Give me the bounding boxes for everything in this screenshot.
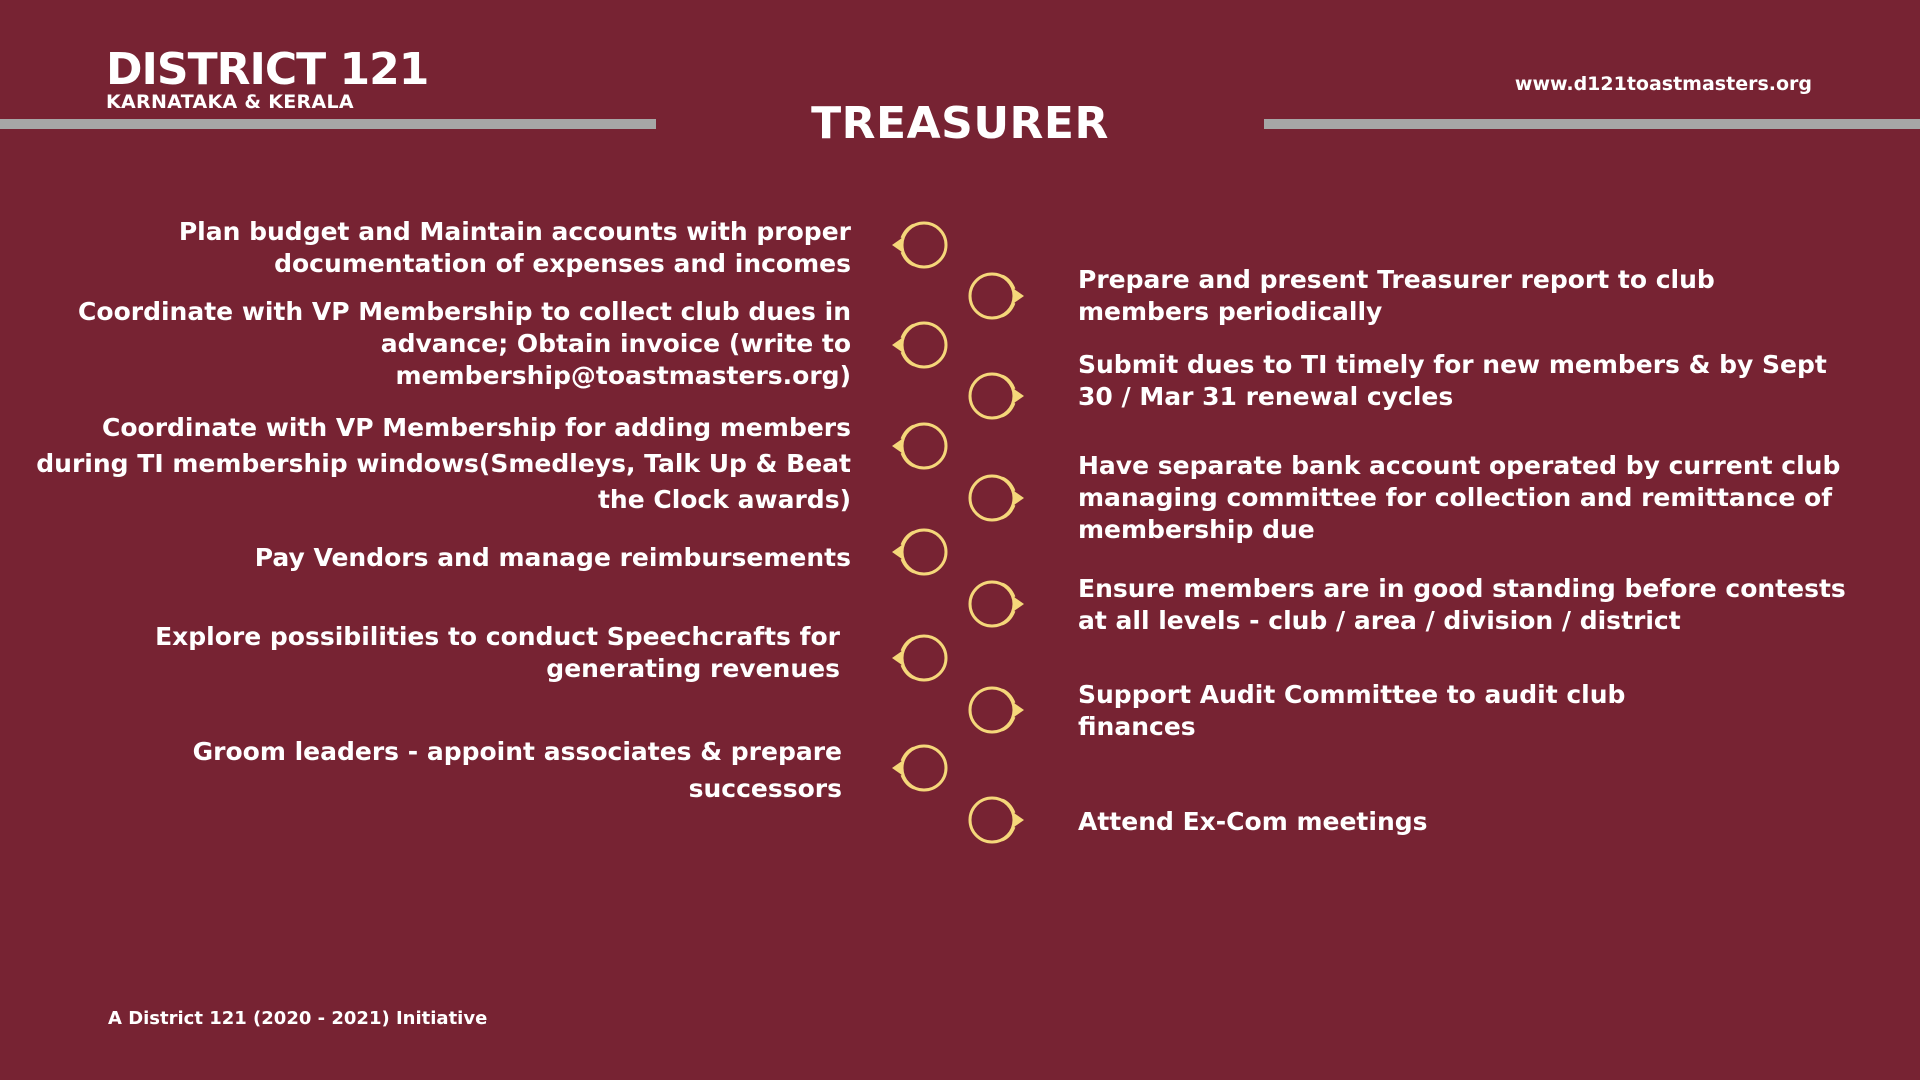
- website-url: www.d121toastmasters.org: [1514, 73, 1812, 95]
- page-title: TREASURER: [811, 98, 1109, 149]
- pin-left-icon: [888, 318, 948, 374]
- pin-left-icon: [888, 218, 948, 274]
- left-item-5: Explore possibilities to conduct Speechcrafts for generating revenues: [155, 622, 840, 683]
- pin-right-icon: [968, 683, 1028, 739]
- right-item-2: Submit dues to TI timely for new members & by Sept 30 / Mar 31 renewal cycles: [1078, 350, 1827, 411]
- pin-left-icon: [888, 525, 948, 581]
- district-logo: [106, 44, 429, 113]
- right-item-5: Support Audit Committee to audit club finances: [1078, 680, 1626, 741]
- right-item-6: Attend Ex-Com meetings: [1078, 807, 1428, 836]
- pin-left-icon: [888, 631, 948, 687]
- left-item-4: Pay Vendors and manage reimbursements: [254, 543, 851, 572]
- pin-right-icon: [968, 369, 1028, 425]
- pin-right-icon: [968, 269, 1028, 325]
- pin-right-icon: [968, 471, 1028, 527]
- pin-left-icon: [888, 419, 948, 475]
- right-item-4: Ensure members are in good standing before contests at all levels - club / area / division / district: [1078, 574, 1846, 635]
- logo-subtitle: KARNATAKA & KERALA: [106, 91, 354, 113]
- left-item-3: Coordinate with VP Membership for adding members during TI membership windows(Smedleys, Talk Up & Beat the Clock awards): [36, 413, 851, 514]
- left-item-6: Groom leaders - appoint associates & prepare successors: [192, 737, 842, 803]
- left-item-2: Coordinate with VP Membership to collect club dues in advance; Obtain invoice (write to membership@toastmasters.org): [78, 297, 851, 390]
- title-rule-right: [1264, 119, 1920, 129]
- title-rule-left: [0, 119, 656, 129]
- pin-right-icon: [968, 577, 1028, 633]
- logo-title: DISTRICT 121: [106, 44, 429, 95]
- right-item-1: Prepare and present Treasurer report to club members periodically: [1078, 265, 1715, 326]
- right-item-3: Have separate bank account operated by current club managing committee for collection and remittance of membership due: [1078, 451, 1841, 544]
- footer-initiative: A District 121 (2020 - 2021) Initiative: [108, 1008, 488, 1029]
- pin-left-icon: [888, 741, 948, 797]
- left-item-1: Plan budget and Maintain accounts with proper documentation of expenses and incomes: [178, 217, 851, 278]
- pin-right-icon: [968, 793, 1028, 849]
